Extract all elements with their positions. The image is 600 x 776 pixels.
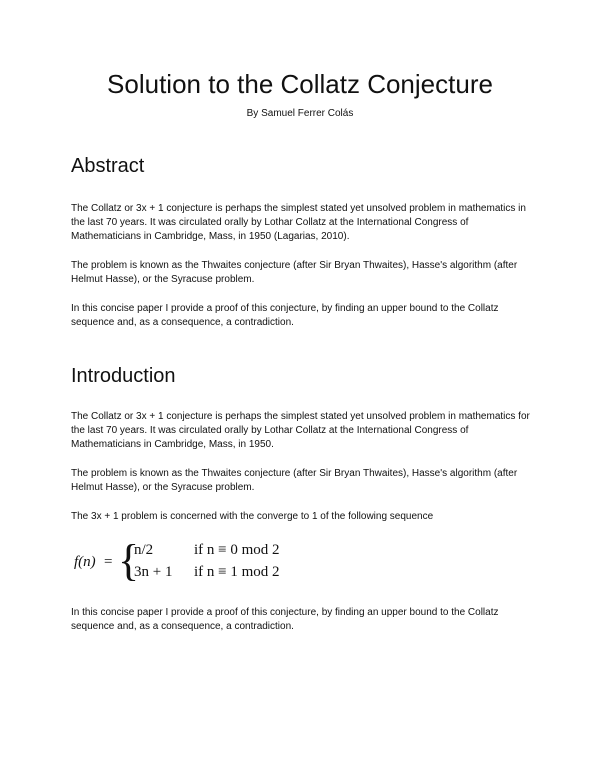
introduction-paragraph-2: The problem is known as the Thwaites conjecture (after Sir Bryan Thwaites), Hasse's algorithm (after Helmut Hasse), or the Syracuse problem. xyxy=(71,468,518,493)
paper-author: By Samuel Ferrer Colás xyxy=(246,108,354,119)
abstract-paragraph-1: The Collatz or 3x + 1 conjecture is perhaps the simplest stated yet unsolved problem in mathematics in the last 70 years. It was circulated orally by Lothar Collatz at the International Congress of Mathematicians in Cambridge, Mass, in 1950 (Lagarias, 2010). xyxy=(71,203,526,242)
case-odd-expression: 3n + 1 xyxy=(134,564,173,580)
paper-title: Solution to the Collatz Conjecture xyxy=(107,69,493,99)
case-even-condition: if n ≡ 0 mod 2 xyxy=(194,542,280,558)
introduction-paragraph-3: The 3x + 1 problem is concerned with the converge to 1 of the following sequence xyxy=(71,511,434,522)
case-even-expression: n/2 xyxy=(134,542,154,558)
formula-case-odd xyxy=(134,563,280,581)
formula-lhs: f(n) xyxy=(74,554,96,570)
formula-case-even xyxy=(134,541,280,559)
abstract-paragraph-3: In this concise paper I provide a proof of this conjecture, by finding an upper bound to the Collatz sequence and, as a consequence, a contradiction. xyxy=(71,303,499,328)
abstract-heading: Abstract xyxy=(71,155,145,177)
formula-equals: = xyxy=(104,554,113,570)
introduction-closing-paragraph: In this concise paper I provide a proof of this conjecture, by finding an upper bound to the Collatz sequence and, as a consequence, a contradiction. xyxy=(71,607,499,632)
introduction-paragraph-1: The Collatz or 3x + 1 conjecture is perhaps the simplest stated yet unsolved problem in mathematics for the last 70 years. It was circulated orally by Lothar Collatz at the International Congress of Mathematicians in Cambridge, Mass, in 1950. xyxy=(71,411,530,450)
case-odd-condition: if n ≡ 1 mod 2 xyxy=(194,564,280,580)
abstract-paragraph-2: The problem is known as the Thwaites conjecture (after Sir Bryan Thwaites), Hasse's algorithm (after Helmut Hasse), or the Syracuse problem. xyxy=(71,260,518,285)
collatz-function-formula xyxy=(74,538,304,588)
formula-brace: { xyxy=(118,536,140,585)
introduction-heading: Introduction xyxy=(71,365,176,387)
